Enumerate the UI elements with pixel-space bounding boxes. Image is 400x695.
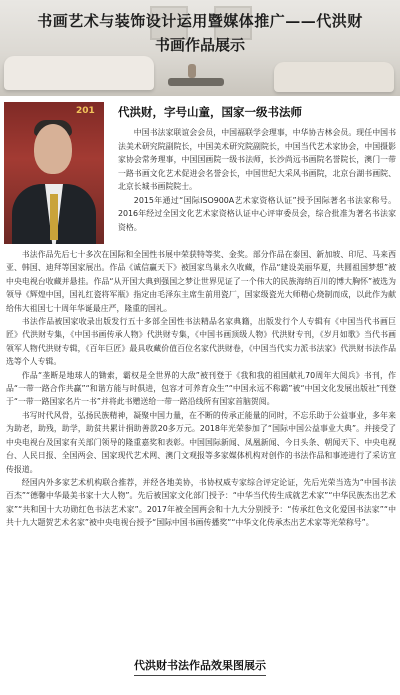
page-subtitle: 书画作品展示 — [154, 36, 245, 54]
body-paragraph: 作品“垄断是地球人的锄索，霸权是全世界的大敌”被刊登于《我和我的祖国献礼70周年大阅兵》书刊，作品“一带一路合作共赢”“和谐方能与时俱进，包容才可养育众生”“中国永远不称霸”被“中国文化发展出版社”刊登于“一带一路国家名片一书”并将此书赠送给一带一路沿线所有国家首脑贺阅。 — [6, 370, 396, 407]
photo-backdrop-number: 201 — [76, 106, 95, 116]
portrait-tie — [50, 194, 58, 240]
artist-bio — [118, 126, 396, 234]
body-paragraph: 书写时代风骨，弘扬民族精神，凝聚中国力量，在不断的传承正能量的同时，不忘乐助于公益事业，多年来为助老，助残，助学，助贫共累计捐助善款20多万元。2018年光荣参加了“国际中国公益事业大典”。并接受了中央电视台及国家有关部门领导的隆重嘉奖和表彰。中国国际新闻、凤凰新闻、今日头条、朝闻天下、中央电视台、人民日报、全国两会、国家现代艺术网、澳门文观报等多家媒体机构对创作的书法作品和事迹进行了采访宣传报道。 — [6, 410, 396, 474]
body-paragraph: 经国内外多家艺术机构联合推荐，并经各地美协，书协权威专家综合评定论证，先后光荣当选为“中国书法百杰”“德馨中华最美书家十大人物”。先后被国家文化部门授予：“中华当代传生成就艺术家”“中华民族杰出艺术家”“共和国十大功勋红色书法艺术家”。2017年被全国两会和十九大分别授予：“传承红色文化爱国书法家”“中共十九大题贺艺术名家”被中央电视台授予“国际中国书画传播奖”“中华文化传承杰出艺术家等光荣称号”。 — [6, 477, 396, 528]
body-paragraph: 书法作品被国家收录出版发行五十多部全国性书法精品名家典籍，出版发行个人专辑有《中国当代书画巨匠》代洪财专集，《中国书画传承人物》代洪财专集，《中国书画顶级人物》代洪财专刊，《岁月如歌》当代书画领军人物代洪财专辑，《百年巨匠》最具收藏价值百位名家代洪财卷，《中国当代实力派书法家》代洪财书法作品选等个人专辑。 — [6, 317, 396, 367]
sofa-decoration — [4, 56, 154, 90]
profile-section — [0, 96, 400, 246]
table-decoration — [168, 78, 224, 86]
footer-caption — [0, 654, 400, 673]
header-banner — [0, 0, 400, 96]
vase-decoration — [188, 64, 196, 78]
sofa-decoration — [274, 62, 394, 92]
portrait-head — [34, 124, 72, 174]
bio-paragraph: 中国书法家联谊会会员，中国福联学会理事，中华协吉林会员。现任中国书法美术研究院副院长，中国美术研究院副院长，中国当代艺术家协会，中国摄影家协会常务理事，中国国画院一级书法师，长沙尚远书画院名誉院长，澳门一带一路书画文化艺术促进会名誉会长，中国世纪大采风书画院，北京台湖书画院、北京长城书画院院士。 — [118, 128, 396, 191]
bio-paragraph: 2015年通过“国际ISO900A艺术家资格认证”授予国际著名书法家称号。2016年经过全国文化艺术家资格认证中心评审委员会，综合批准为著名书法家资格。 — [118, 195, 396, 232]
body-paragraph: 书法作品先后七十多次在国际和全国性书展中荣获特等奖、金奖。部分作品在泰国、新加坡、印尼、马来西亚、韩国、迪拜等国家展出。作品《诚信赢天下》被国家鸟巢永久收藏，作品“建设美丽华夏，共圆祖国梦想”被中央电视台收藏并悬挂。作品“从开国大典到强国之梦让世界见证了一个伟大的民族海纳百川的博大胸怀”被选为领导《辉煌中国，国礼红瓷将军瓶》指定由毛泽东主席生前用瓷厂，国家级瓷光大师精心烧制而成，以此作为献给伟大祖国七十周年华诞最庄严，隆重的国礼。 — [6, 250, 396, 313]
portrait-photo — [4, 102, 104, 244]
artist-name-heading: 代洪财，字号山童，国家一级书法师 — [118, 105, 302, 119]
article-body — [0, 248, 400, 530]
page-title: 书画艺术与装饰设计运用暨媒体推广——代洪财 — [37, 12, 363, 30]
section-caption: 代洪财书法作品效果图展示 — [134, 659, 266, 676]
